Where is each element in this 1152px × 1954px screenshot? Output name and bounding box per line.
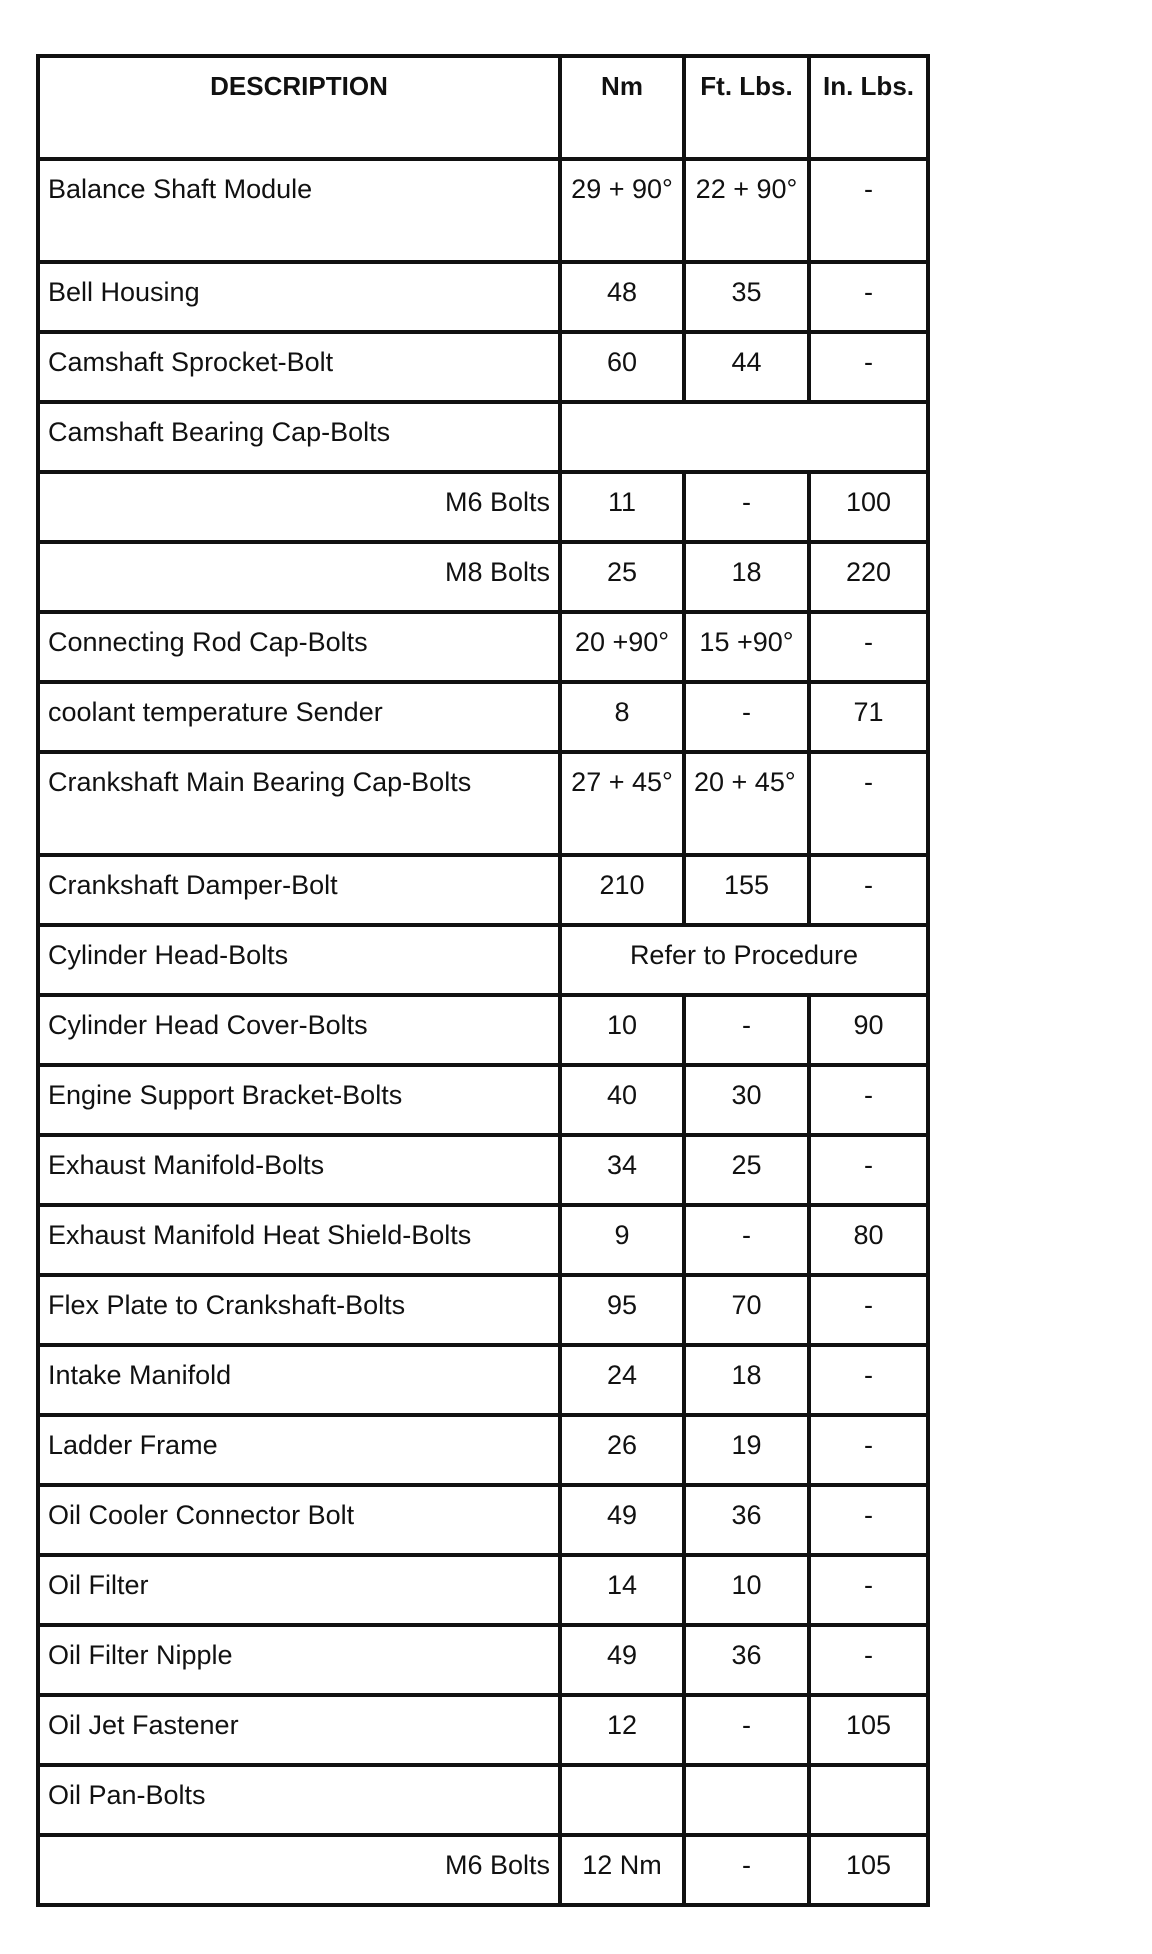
nm-cell: 34 bbox=[560, 1135, 684, 1205]
ft-lbs-cell: 35 bbox=[684, 262, 809, 332]
description-cell: Oil Jet Fastener bbox=[38, 1695, 560, 1765]
table-row bbox=[38, 682, 928, 752]
table-row bbox=[38, 542, 928, 612]
table-row bbox=[38, 159, 928, 262]
description-cell: Ladder Frame bbox=[38, 1415, 560, 1485]
in-lbs-cell: 105 bbox=[809, 1835, 928, 1905]
ft-lbs-cell: - bbox=[684, 1205, 809, 1275]
ft-lbs-cell: 30 bbox=[684, 1065, 809, 1135]
in-lbs-cell: - bbox=[809, 1065, 928, 1135]
nm-cell: 29 + 90° bbox=[560, 159, 684, 262]
ft-lbs-cell: 20 + 45° bbox=[684, 752, 809, 855]
ft-lbs-cell: 155 bbox=[684, 855, 809, 925]
in-lbs-cell: - bbox=[809, 1485, 928, 1555]
nm-cell: 26 bbox=[560, 1415, 684, 1485]
in-lbs-cell: - bbox=[809, 1415, 928, 1485]
nm-cell: 49 bbox=[560, 1485, 684, 1555]
ft-lbs-cell: 25 bbox=[684, 1135, 809, 1205]
empty-in-lbs-cell bbox=[809, 1765, 928, 1835]
table-header-row bbox=[38, 56, 928, 159]
description-cell: Oil Filter Nipple bbox=[38, 1625, 560, 1695]
in-lbs-cell: - bbox=[809, 262, 928, 332]
in-lbs-cell: - bbox=[809, 612, 928, 682]
table-row bbox=[38, 1415, 928, 1485]
torque-spec-table bbox=[36, 54, 930, 1907]
table-row bbox=[38, 1345, 928, 1415]
nm-cell: 40 bbox=[560, 1065, 684, 1135]
ft-lbs-cell: 44 bbox=[684, 332, 809, 402]
table-row bbox=[38, 995, 928, 1065]
description-cell: Crankshaft Main Bearing Cap-Bolts bbox=[38, 752, 560, 855]
empty-values-cell bbox=[560, 402, 928, 472]
in-lbs-cell: - bbox=[809, 332, 928, 402]
table-row bbox=[38, 1485, 928, 1555]
nm-cell: 60 bbox=[560, 332, 684, 402]
table-row bbox=[38, 1205, 928, 1275]
description-cell: Oil Cooler Connector Bolt bbox=[38, 1485, 560, 1555]
description-cell: Camshaft Bearing Cap-Bolts bbox=[38, 402, 560, 472]
nm-cell: 24 bbox=[560, 1345, 684, 1415]
ft-lbs-cell: 15 +90° bbox=[684, 612, 809, 682]
description-cell: Oil Pan-Bolts bbox=[38, 1765, 560, 1835]
table-row bbox=[38, 472, 928, 542]
empty-ft-lbs-cell bbox=[684, 1765, 809, 1835]
ft-lbs-cell: - bbox=[684, 682, 809, 752]
description-cell: Exhaust Manifold-Bolts bbox=[38, 1135, 560, 1205]
nm-cell: 12 bbox=[560, 1695, 684, 1765]
description-cell: Engine Support Bracket-Bolts bbox=[38, 1065, 560, 1135]
ft-lbs-cell: 10 bbox=[684, 1555, 809, 1625]
in-lbs-cell: 105 bbox=[809, 1695, 928, 1765]
description-cell: coolant temperature Sender bbox=[38, 682, 560, 752]
nm-cell: 11 bbox=[560, 472, 684, 542]
in-lbs-cell: - bbox=[809, 1555, 928, 1625]
table-row bbox=[38, 1835, 928, 1905]
table-row bbox=[38, 1275, 928, 1345]
ft-lbs-cell: 36 bbox=[684, 1485, 809, 1555]
sub-description-cell: M6 Bolts bbox=[38, 1835, 560, 1905]
nm-cell: 12 Nm bbox=[560, 1835, 684, 1905]
nm-cell: 14 bbox=[560, 1555, 684, 1625]
nm-cell: 48 bbox=[560, 262, 684, 332]
ft-lbs-cell: 36 bbox=[684, 1625, 809, 1695]
nm-cell: 10 bbox=[560, 995, 684, 1065]
in-lbs-cell: - bbox=[809, 1625, 928, 1695]
description-cell: Cylinder Head Cover-Bolts bbox=[38, 995, 560, 1065]
nm-cell: 27 + 45° bbox=[560, 752, 684, 855]
table-row bbox=[38, 612, 928, 682]
table-row bbox=[38, 925, 928, 995]
nm-cell: 95 bbox=[560, 1275, 684, 1345]
table-row-group-header bbox=[38, 402, 928, 472]
in-lbs-cell: 90 bbox=[809, 995, 928, 1065]
description-cell: Crankshaft Damper-Bolt bbox=[38, 855, 560, 925]
in-lbs-cell: - bbox=[809, 159, 928, 262]
nm-cell: 49 bbox=[560, 1625, 684, 1695]
table-row bbox=[38, 752, 928, 855]
empty-nm-cell bbox=[560, 1765, 684, 1835]
ft-lbs-cell: 18 bbox=[684, 1345, 809, 1415]
description-cell: Connecting Rod Cap-Bolts bbox=[38, 612, 560, 682]
nm-cell: 9 bbox=[560, 1205, 684, 1275]
sub-description-cell: M8 Bolts bbox=[38, 542, 560, 612]
sub-description-cell: M6 Bolts bbox=[38, 472, 560, 542]
ft-lbs-cell: 70 bbox=[684, 1275, 809, 1345]
in-lbs-cell: 80 bbox=[809, 1205, 928, 1275]
description-cell: Balance Shaft Module bbox=[38, 159, 560, 262]
nm-cell: 20 +90° bbox=[560, 612, 684, 682]
description-cell: Camshaft Sprocket-Bolt bbox=[38, 332, 560, 402]
table-row bbox=[38, 1065, 928, 1135]
table-row bbox=[38, 332, 928, 402]
ft-lbs-cell: 19 bbox=[684, 1415, 809, 1485]
ft-lbs-cell: - bbox=[684, 995, 809, 1065]
description-cell: Bell Housing bbox=[38, 262, 560, 332]
in-lbs-cell: - bbox=[809, 752, 928, 855]
table-row bbox=[38, 855, 928, 925]
description-cell: Flex Plate to Crankshaft-Bolts bbox=[38, 1275, 560, 1345]
in-lbs-cell: 100 bbox=[809, 472, 928, 542]
nm-cell: 210 bbox=[560, 855, 684, 925]
in-lbs-cell: 71 bbox=[809, 682, 928, 752]
ft-lbs-cell: - bbox=[684, 1835, 809, 1905]
table-row-group-header bbox=[38, 1765, 928, 1835]
table-row bbox=[38, 1625, 928, 1695]
table-row bbox=[38, 1695, 928, 1765]
in-lbs-cell: - bbox=[809, 1135, 928, 1205]
in-lbs-cell: - bbox=[809, 855, 928, 925]
header-ft-lbs: Ft. Lbs. bbox=[684, 56, 809, 159]
description-cell: Cylinder Head-Bolts bbox=[38, 925, 560, 995]
table-row bbox=[38, 262, 928, 332]
ft-lbs-cell: - bbox=[684, 472, 809, 542]
description-cell: Exhaust Manifold Heat Shield-Bolts bbox=[38, 1205, 560, 1275]
description-cell: Intake Manifold bbox=[38, 1345, 560, 1415]
ft-lbs-cell: - bbox=[684, 1695, 809, 1765]
nm-cell: 25 bbox=[560, 542, 684, 612]
header-nm: Nm bbox=[560, 56, 684, 159]
table-row bbox=[38, 1555, 928, 1625]
table-row bbox=[38, 1135, 928, 1205]
procedure-note-cell: Refer to Procedure bbox=[560, 925, 928, 995]
description-cell: Oil Filter bbox=[38, 1555, 560, 1625]
in-lbs-cell: 220 bbox=[809, 542, 928, 612]
ft-lbs-cell: 22 + 90° bbox=[684, 159, 809, 262]
header-description: DESCRIPTION bbox=[38, 56, 560, 159]
in-lbs-cell: - bbox=[809, 1345, 928, 1415]
in-lbs-cell: - bbox=[809, 1275, 928, 1345]
header-in-lbs: In. Lbs. bbox=[809, 56, 928, 159]
nm-cell: 8 bbox=[560, 682, 684, 752]
ft-lbs-cell: 18 bbox=[684, 542, 809, 612]
